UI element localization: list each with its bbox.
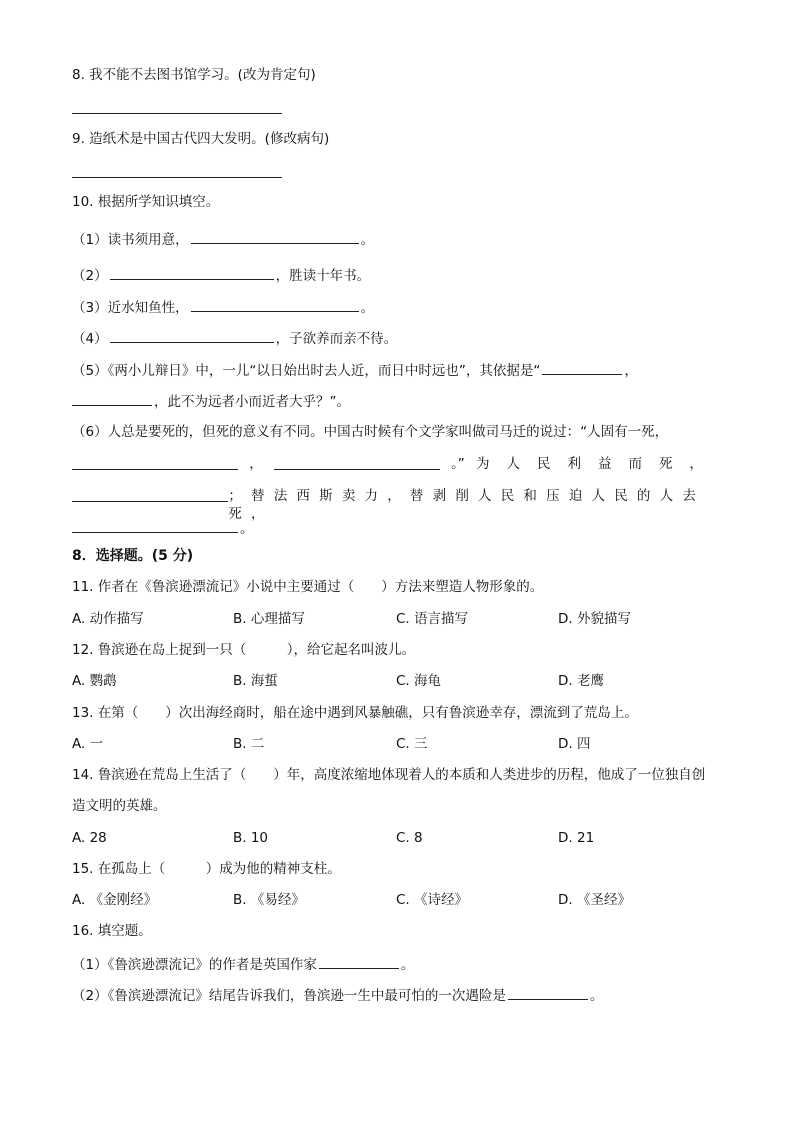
option-c[interactable]: C. 三	[396, 736, 428, 752]
blank[interactable]	[274, 455, 440, 470]
question-10-item-3: （3）近水知鱼性， 。	[72, 297, 374, 317]
option-b[interactable]: B. 10	[233, 830, 269, 846]
question-10-item-2: （2） ，胜读十年书。	[72, 265, 370, 285]
question-16-item-2: （2）《鲁滨逊漂流记》结尾告诉我们，鲁滨逊一生中最可怕的一次遇险是 。	[72, 985, 603, 1005]
option-b[interactable]: B. 心理描写	[233, 611, 305, 627]
option-a[interactable]: A. 鹦鹉	[72, 673, 117, 689]
question-13: 13. 在第（ ）次出海经商时，船在途中遇到风暴触礁，只有鲁滨逊幸存，漂流到了荒岛上。	[72, 705, 638, 721]
question-9: 9. 造纸术是中国古代四大发明。(修改病句)	[72, 131, 330, 147]
question-14: 14. 鲁滨逊在荒岛上生活了（ ）年，高度浓缩地体现着人的本质和人类进步的历程，他成了一位独自创	[72, 767, 706, 783]
option-c[interactable]: C. 海龟	[396, 673, 442, 689]
question-15: 15. 在孤岛上（ ）成为他的精神支柱。	[72, 861, 341, 877]
option-c[interactable]: C. 语言描写	[396, 611, 469, 627]
question-10-item-5: （5）《两小儿辩日》中，一儿“以日始出时去人近，而日中时远也”，其依据是“ ，	[72, 360, 638, 380]
option-c[interactable]: C. 8	[396, 830, 423, 846]
option-d[interactable]: D. 外貌描写	[558, 611, 631, 627]
blank[interactable]	[110, 265, 274, 280]
blank[interactable]	[191, 297, 359, 312]
question-10-item-6-line-4: 。	[72, 518, 254, 538]
question-11: 11. 作者在《鲁滨逊漂流记》小说中主要通过（ ）方法来塑造人物形象的。	[72, 579, 544, 595]
option-d[interactable]: D. 21	[558, 830, 595, 846]
option-a[interactable]: A. 一	[72, 736, 104, 752]
option-a[interactable]: A. 动作描写	[72, 611, 144, 627]
option-a[interactable]: A. 28	[72, 830, 107, 846]
blank[interactable]	[191, 229, 359, 244]
blank[interactable]	[508, 985, 588, 1000]
question-10-item-6-line-3: ；替法西斯卖力，替剥削人民和压迫人民的人去死，	[72, 487, 720, 523]
question-16: 16. 填空题。	[72, 923, 152, 939]
question-10-item-1: （1）读书须用意， 。	[72, 229, 374, 249]
question-16-item-1: （1）《鲁滨逊漂流记》的作者是英国作家 。	[72, 954, 414, 974]
blank[interactable]	[110, 328, 274, 343]
blank[interactable]	[542, 360, 622, 375]
option-d[interactable]: D. 四	[558, 736, 591, 752]
blank[interactable]	[72, 518, 238, 533]
question-8: 8. 我不能不去图书馆学习。(改为肯定句)	[72, 67, 316, 83]
question-10-item-6-line-2: ， 。” 为人民利益而死，	[72, 455, 720, 473]
blank[interactable]	[72, 391, 152, 406]
option-a[interactable]: A. 《金刚经》	[72, 892, 158, 908]
option-b[interactable]: B. 二	[233, 736, 265, 752]
question-10-item-6: （6）人总是要死的，但死的意义有不同。中国古时候有个文学家叫做司马迁的说过：“人固有一死，	[72, 424, 669, 440]
option-d[interactable]: D. 《圣经》	[558, 892, 631, 908]
option-b[interactable]: B. 《易经》	[233, 892, 305, 908]
answer-line-9[interactable]	[72, 177, 282, 178]
answer-line-8[interactable]	[72, 113, 282, 114]
option-b[interactable]: B. 海蜇	[233, 673, 278, 689]
question-10-item-5-line-2: ，此不为远者小而近者大乎？”。	[72, 391, 350, 411]
question-10-item-4: （4） ，子欲养而亲不待。	[72, 328, 397, 348]
blank[interactable]	[72, 487, 228, 502]
question-10: 10. 根据所学知识填空。	[72, 194, 220, 210]
blank[interactable]	[319, 954, 399, 969]
section-8-heading: 8．选择题。(5 分)	[72, 548, 194, 564]
option-d[interactable]: D. 老鹰	[558, 673, 604, 689]
option-c[interactable]: C. 《诗经》	[396, 892, 469, 908]
question-12: 12. 鲁滨逊在岛上捉到一只（ ），给它起名叫波儿。	[72, 642, 416, 658]
blank[interactable]	[72, 455, 238, 470]
question-14-line-2: 造文明的英雄。	[72, 798, 167, 814]
